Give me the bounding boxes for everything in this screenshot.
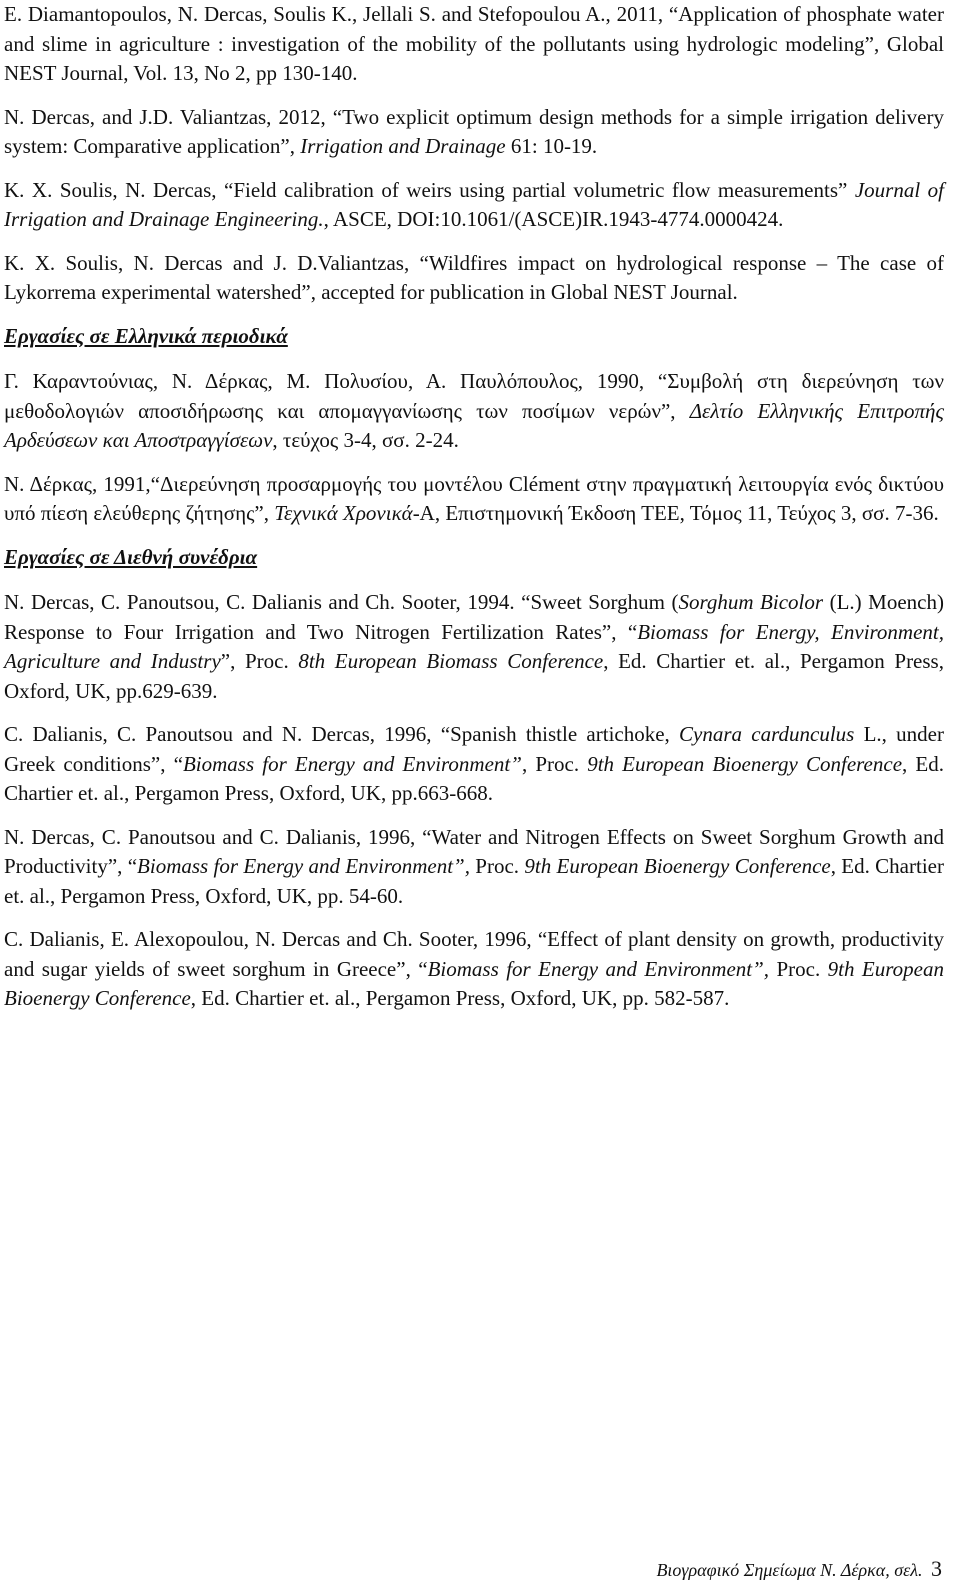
reference-text: N. Dercas, C. Panoutsou and C. Dalianis, 1996, “Water and Nitrogen Effects on Sweet Sorghum Growth and Productivity”, “ (4, 824, 944, 878)
reference-entry (4, 470, 944, 529)
reference-entry (4, 249, 944, 308)
reference-italic-text: 8th European Biomass Conference (298, 649, 604, 673)
reference-text: N. Dercas, C. Panoutsou, C. Dalianis and Ch. Sooter, 1994. “Sweet Sorghum ( (4, 590, 679, 614)
reference-italic-text: Biomass for Energy and Environment” (182, 751, 522, 776)
reference-text: Ν. Δέρκας, 1991,“Διερεύνηση προσαρμογής του μοντέλου Clément στην πραγματική λειτουργία ενός δικτύου υπό πίεση ελεύθερης ζήτησης”, (4, 471, 944, 525)
reference-italic-text: Irrigation and Drainage (300, 134, 506, 158)
reference-text: Γ. Καραντούνιας, Ν. Δέρκας, Μ. Πολυσίου, Α. Παυλόπουλος, 1990, “Συμβολή στη διερεύνηση των μεθοδολογιών αποσιδήρωσης και απομαγγανίωσης των ποσίμων νερών”, (4, 369, 944, 423)
reference-text: , Proc. (521, 751, 588, 776)
reference-text: , ASCE, DOI:10.1061/(ASCE)IR.1943-4774.0000424. (323, 207, 784, 231)
reference-italic-text: Δελτίο Ελληνικής Επιτροπής Αρδεύσεων και Αποστραγγίσεων (4, 398, 944, 452)
reference-italic-text: 9th European Bioenergy Conference (4, 956, 944, 1010)
reference-italic-text: Biomass for Energy and Environment”, (427, 956, 770, 981)
reference-text: N. Dercas, and J.D. Valiantzas, 2012, “Two explicit optimum design methods for a simple irrigation delivery system: Comparative application”, (4, 104, 944, 158)
footer-label: Βιογραφικό Σημείωμα Ν. Δέρκα, σελ. (656, 1560, 923, 1580)
section-heading: Εργασίες σε Διεθνή συνέδρια (4, 544, 258, 569)
reference-entry (4, 367, 944, 456)
reference-text: Proc. (769, 956, 828, 981)
reference-text: E. Diamantopoulos, N. Dercas, Soulis K., Jellali S. and Stefopoulou A., 2011, “Application of phosphate water and slime in agriculture : investigation of the mobility of the pollutants using hydrologic modeling”, Global NEST Journal, Vol. 13, No 2, pp 130-140. (4, 2, 944, 85)
reference-italic-text: Journal of Irrigation and Drainage Engineering. (4, 177, 944, 231)
reference-text: , Ed. Chartier et. al., Pergamon Press, Oxford, UK, pp. 54-60. (4, 854, 944, 908)
reference-text: -Α, Επιστημονική Έκδοση ΤΕΕ, Τόμος 11, Τεύχος 3, σσ. 7-36. (412, 501, 939, 525)
reference-italic-text: Sorghum Bicolor (678, 590, 824, 614)
document-page (4, 0, 944, 1028)
reference-text: C. Dalianis, C. Panoutsou and N. Dercas, 1996, “Spanish thistle artichoke, (4, 722, 680, 746)
reference-text: (L.) Moench) Response to Four Irrigation and Two Nitrogen Fertilization Rates”, “ (4, 590, 944, 644)
reference-entry (4, 103, 944, 162)
reference-text: K. X. Soulis, N. Dercas and J. D.Valiantzas, “Wildfires impact on hydrological response – The case of Lykorrema experimental watershed”, accepted for publication in Global NEST Journal. (4, 250, 944, 304)
reference-entry (4, 176, 944, 235)
reference-entry (4, 823, 944, 912)
reference-text: , τεύχος 3-4, σσ. 2-24. (272, 428, 459, 452)
reference-italic-text: 9th European Bioenergy Conference (587, 751, 903, 776)
reference-italic-text: Biomass for Energy, Environment, Agriculture and Industry (4, 619, 944, 673)
reference-text: Proc. (469, 854, 525, 878)
reference-italic-text: Cynara cardunculus (679, 722, 855, 746)
reference-text: , Ed. Chartier et. al., Pergamon Press, Oxford, UK, pp.663-668. (4, 751, 944, 805)
reference-entry (4, 588, 944, 706)
reference-text: , Ed. Chartier et. al., Pergamon Press, Oxford, UK, pp.629-639. (4, 649, 944, 703)
reference-text: 61: 10-19. (505, 134, 598, 158)
reference-entry (4, 0, 944, 89)
reference-entry (4, 720, 944, 809)
section-heading: Εργασίες σε Ελληνικά περιοδικά (4, 323, 288, 348)
reference-text: , Ed. Chartier et. al., Pergamon Press, Oxford, UK, pp. 582-587. (190, 986, 730, 1010)
reference-text: C. Dalianis, E. Alexopoulou, N. Dercas and Ch. Sooter, 1996, “Effect of plant density on growth, productivity and sugar yields of sweet sorghum in Greece”, “ (4, 927, 944, 981)
reference-italic-text: Τεχνικά Χρονικά (274, 501, 413, 525)
reference-text: K. X. Soulis, N. Dercas, “Field calibration of weirs using partial volumetric flow measurements” (4, 177, 855, 202)
reference-text: ”, Proc. (220, 649, 299, 673)
page-footer (656, 1556, 942, 1582)
reference-text: L., under Greek conditions”, “ (4, 722, 944, 776)
reference-italic-text: 9th European Bioenergy Conference (524, 854, 831, 878)
reference-italic-text: Biomass for Energy and Environment”, (137, 854, 470, 878)
page-number: 3 (931, 1556, 942, 1581)
reference-entry (4, 925, 944, 1014)
